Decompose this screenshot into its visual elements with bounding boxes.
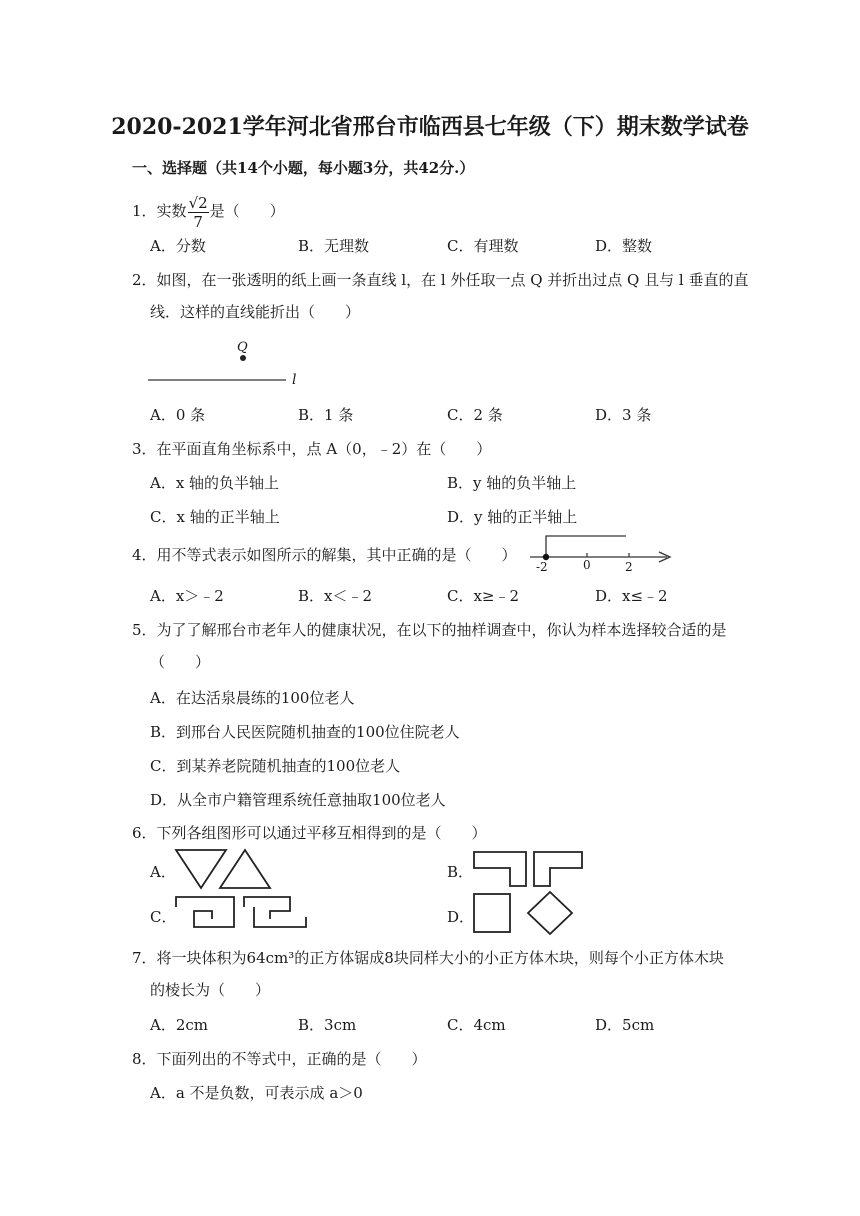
question-number: 6．: [132, 824, 157, 842]
option-a: A．0 条: [150, 406, 206, 424]
option-a: A．x 轴的负半轴上: [150, 474, 280, 492]
question-2: [132, 270, 748, 290]
question-text: 将一块体积为64cm³的正方体锯成8块同样大小的小正方体木块，则每个小正方体木块: [156, 949, 724, 967]
fraction-denominator: 7: [193, 212, 203, 231]
question-number: 1．: [132, 202, 157, 220]
option-a: A．2cm: [150, 1016, 209, 1034]
question-text: 如图，在一张透明的纸上画一条直线 l，在 l 外任取一点 Q 并折出过点 Q 且与 l 垂直的直: [156, 271, 749, 289]
question-5: [132, 620, 727, 640]
question-5-paren: （ ）: [150, 653, 211, 671]
figure-label-q: Q: [237, 340, 248, 355]
rotated-square: [528, 892, 572, 934]
option-c: C．: [150, 908, 177, 926]
question-6: [132, 823, 487, 843]
option-c: C．x≥﹣2: [447, 587, 520, 605]
question-text: 下列各组图形可以通过平移互相得到的是（ ）: [156, 824, 487, 842]
solution-ray: [546, 536, 626, 557]
option-d: D．y 轴的正半轴上: [447, 508, 578, 526]
triangles-figure: [170, 846, 280, 892]
option-b: B．无理数: [298, 237, 370, 255]
question-text: 用不等式表示如图所示的解集，其中正确的是（ ）: [156, 546, 517, 564]
fraction: [188, 194, 209, 231]
tick-label-0: 0: [583, 558, 591, 572]
question-number: 4．: [132, 546, 157, 564]
figure-label-l: l: [292, 372, 297, 388]
option-a: A．a 不是负数，可表示成 a＞0: [150, 1084, 363, 1102]
option-c: C．有理数: [447, 237, 519, 255]
question-text: 下面列出的不等式中，正确的是（ ）: [156, 1050, 427, 1068]
l-shape-left: [474, 852, 526, 886]
option-c: C．2 条: [447, 406, 503, 424]
question-text: 实数: [156, 202, 187, 220]
spiral-right-top: [244, 897, 290, 919]
option-a: A．: [150, 863, 176, 881]
option-c: C．x 轴的正半轴上: [150, 508, 280, 526]
option-b: B．3cm: [298, 1016, 357, 1034]
fraction-numerator: √2: [188, 193, 208, 212]
option-d: D．x≤﹣2: [595, 587, 668, 605]
question-number: 5．: [132, 621, 157, 639]
triangle-up: [220, 850, 270, 888]
spiral-right-bottom: [254, 907, 306, 927]
option-a: A．x＞﹣2: [150, 587, 224, 605]
question-number: 8．: [132, 1050, 157, 1068]
l-shapes-figure: [470, 848, 590, 890]
option-d: D．从全市户籍管理系统任意抽取100位老人: [150, 791, 446, 809]
spiral-left: [176, 897, 234, 927]
tick-label-2: 2: [625, 560, 633, 574]
square: [474, 894, 510, 932]
option-c: C．到某养老院随机抽查的100位老人: [150, 757, 401, 775]
tick-label-neg2: -2: [536, 560, 548, 574]
option-c: C．4cm: [447, 1016, 506, 1034]
question-7: [132, 948, 724, 968]
option-b: B．: [447, 863, 474, 881]
page-title: 2020-2021学年河北省邢台市临西县七年级（下）期末数学试卷: [111, 114, 749, 140]
spiral-shapes-figure: [172, 893, 312, 931]
option-d: D．: [447, 908, 475, 926]
question-1: [132, 193, 285, 231]
squares-figure: [470, 890, 582, 936]
option-d: D．整数: [595, 237, 653, 255]
question-8: [132, 1049, 427, 1069]
point-line-figure: [140, 332, 310, 392]
question-3: [132, 439, 491, 459]
question-2-line2: 线．这样的直线能折出（ ）: [150, 303, 361, 321]
option-b: B．x＜﹣2: [298, 587, 373, 605]
question-text: 在平面直角坐标系中，点 A（0，﹣2）在（ ）: [156, 440, 492, 458]
option-b: B．y 轴的负半轴上: [447, 474, 577, 492]
triangle-down: [176, 850, 226, 888]
question-text: 为了了解邢台市老年人的健康状况，在以下的抽样调查中，你认为样本选择较合适的是: [156, 621, 727, 639]
question-text-suffix: 是（ ）: [209, 202, 285, 220]
option-b: B．1 条: [298, 406, 354, 424]
question-7-line2: 的棱长为（ ）: [150, 981, 271, 999]
option-b: B．到邢台人民医院随机抽查的100位住院老人: [150, 723, 460, 741]
option-d: D．3 条: [595, 406, 652, 424]
question-number: 7．: [132, 949, 157, 967]
l-shape-right: [534, 852, 582, 886]
option-a: A．在达活泉晨练的100位老人: [150, 689, 355, 707]
option-a: A．分数: [150, 237, 206, 255]
question-4: [132, 545, 517, 565]
section-heading: 一、选择题（共14个小题，每小题3分，共42分.）: [132, 159, 475, 177]
option-d: D．5cm: [595, 1016, 655, 1034]
question-number: 3．: [132, 440, 157, 458]
question-number: 2．: [132, 271, 157, 289]
